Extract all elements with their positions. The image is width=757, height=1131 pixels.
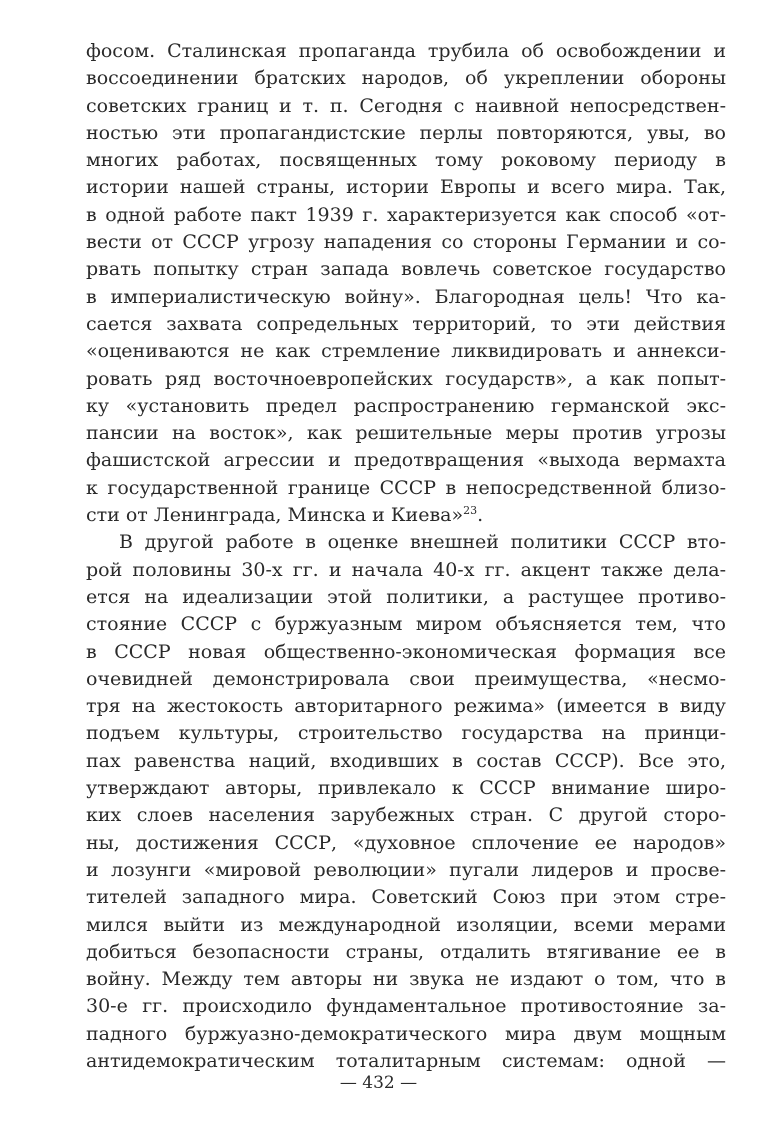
text-line-content: сти от Ленинграда, Минска и Киева»: [86, 504, 464, 527]
sentence-end: .: [477, 504, 484, 527]
text-line: стояние СССР с буржуазным миром объясняется тем, что: [86, 613, 726, 636]
text-line: фосом. Сталинская пропаганда трубила об освобождении и: [86, 40, 726, 62]
text-line: очевидней демонстрировала свои преимущества, «несмо-: [86, 667, 726, 690]
text-line: В другой работе в оценке внешней политики СССР вто-: [119, 531, 726, 554]
text-line: рвать попытку стран запада вовлечь советское государство: [86, 258, 726, 281]
text-line: и лозунги «мировой революции» пугали лидеров и просве-: [86, 858, 726, 881]
text-line: пах равенства наций, входивших в состав СССР). Все это,: [86, 749, 726, 772]
page-text: [86, 38, 726, 1075]
text-line: к государственной границе СССР в непосредственной близо-: [86, 476, 726, 499]
text-line: в СССР новая общественно-экономическая формация все: [86, 640, 726, 663]
text-line: «оцениваются не как стремление ликвидировать и аннекси-: [86, 340, 726, 363]
text-line: подъем культуры, строительство государства на принци-: [86, 722, 726, 745]
text-line: добиться безопасности страны, отдалить втягивание ее в: [86, 940, 726, 963]
text-line: пансии на восток», как решительные меры против угрозы: [86, 422, 726, 445]
text-line: ностью эти пропагандистские перлы повторяются, увы, во: [86, 121, 726, 144]
text-line: падного буржуазно-демократического мира двум мощным: [86, 1022, 726, 1045]
footnote-ref[interactable]: 23: [463, 504, 478, 518]
text-line: многих работах, посвященных тому роковому периоду в: [86, 149, 726, 172]
text-line: в империалистическую войну». Благородная цель! Что ка-: [86, 285, 726, 308]
text-line: ку «установить предел распространению германской экс-: [86, 394, 726, 417]
text-line: вести от СССР угрозу нападения со стороны Германии и со-: [86, 231, 726, 254]
text-line: ких слоев населения зарубежных стран. С другой сторо-: [86, 804, 726, 827]
text-line: ровать ряд восточноевропейских государств», а как попыт-: [86, 367, 726, 390]
text-line: сается захвата сопредельных территорий, то эти действия: [86, 312, 726, 335]
page-number: — 432 —: [339, 1073, 418, 1093]
text-line: тителей западного мира. Советский Союз при этом стре-: [86, 886, 726, 909]
text-line: ны, достижения СССР, «духовное сплочение ее народов»: [86, 831, 726, 854]
text-line: советских границ и т. п. Сегодня с наивной непосредствен-: [86, 94, 726, 117]
text-line: войну. Между тем авторы ни звука не издают о том, что в: [86, 968, 726, 991]
text-line: ется на идеализации этой политики, а растущее противо-: [86, 585, 726, 608]
paragraph-2: [86, 529, 726, 1075]
text-line: фашистской агрессии и предотвращения «выхода вермахта: [86, 449, 726, 472]
text-line: мился выйти из международной изоляции, всеми мерами: [86, 913, 726, 936]
text-line: истории нашей страны, истории Европы и всего мира. Так,: [86, 176, 726, 199]
text-line: в одной работе пакт 1939 г. характеризуется как способ «от-: [86, 203, 726, 226]
text-line: антидемократическим тоталитарным системам: одной —: [86, 1049, 726, 1072]
text-line-last: [86, 502, 726, 529]
text-line: 30-е гг. происходило фундаментальное противостояние за-: [86, 995, 726, 1018]
paragraph-1: [86, 38, 726, 529]
text-line: утверждают авторы, привлекало к СССР внимание широ-: [86, 777, 726, 800]
text-line: воссоединении братских народов, об укреплении обороны: [86, 67, 726, 90]
text-line: рой половины 30-х гг. и начала 40-х гг. акцент также дела-: [86, 558, 726, 581]
text-line: тря на жестокость авторитарного режима» (имеется в виду: [86, 695, 726, 718]
